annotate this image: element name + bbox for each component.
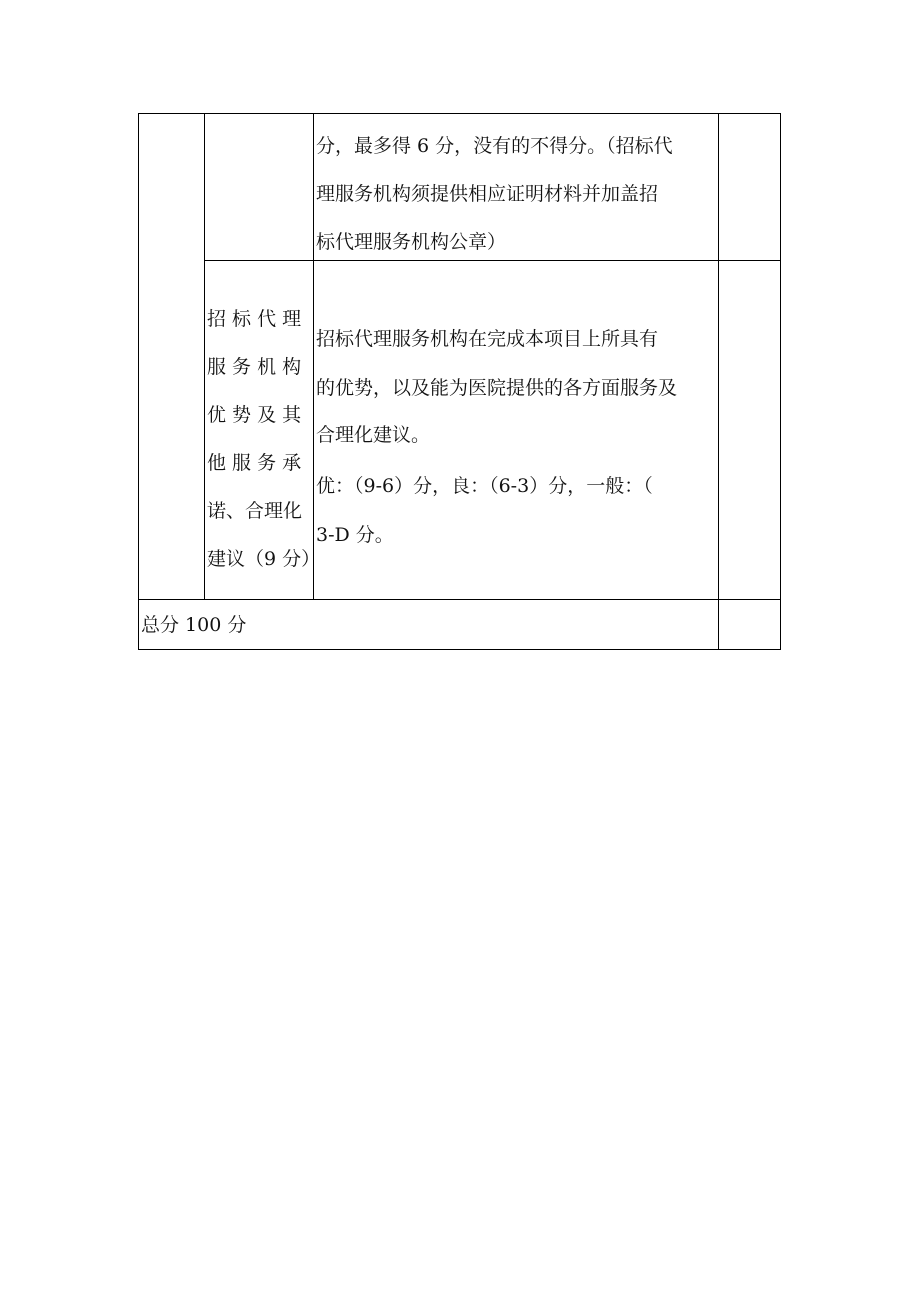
total-score-label: 总分 100 分 xyxy=(141,614,247,636)
description-line: 分，最多得 6 分，没有的不得分。（招标代 xyxy=(316,135,673,157)
criterion-line: 招 标 代 理 xyxy=(207,308,302,330)
criterion-line: 诺、合理化 xyxy=(207,500,303,522)
column-divider xyxy=(313,113,314,600)
description-line: 标代理服务机构公章） xyxy=(316,231,507,253)
row-divider xyxy=(138,599,781,600)
column-divider xyxy=(204,113,205,600)
description-line: 的优势，以及能为医院提供的各方面服务及 xyxy=(316,377,678,399)
table-top-border xyxy=(138,113,781,114)
description-line: 招标代理服务机构在完成本项目上所具有 xyxy=(316,328,659,350)
table-right-border xyxy=(780,113,781,650)
description-line: 合理化建议。 xyxy=(316,424,431,446)
description-line: 理服务机构须提供相应证明材料并加盖招 xyxy=(316,183,659,205)
criterion-line: 服 务 机 构 xyxy=(207,356,302,378)
description-line: 3-D 分。 xyxy=(316,524,394,546)
criterion-line: 建议（9 分） xyxy=(207,548,321,570)
table-left-border xyxy=(138,113,139,650)
criterion-line: 优 势 及 其 xyxy=(207,404,302,426)
table-bottom-border xyxy=(138,649,781,650)
criterion-line: 他 服 务 承 xyxy=(207,452,302,474)
description-line: 优：（9-6）分，良：（6-3）分，一般：（ xyxy=(316,475,653,497)
column-divider xyxy=(718,113,719,650)
